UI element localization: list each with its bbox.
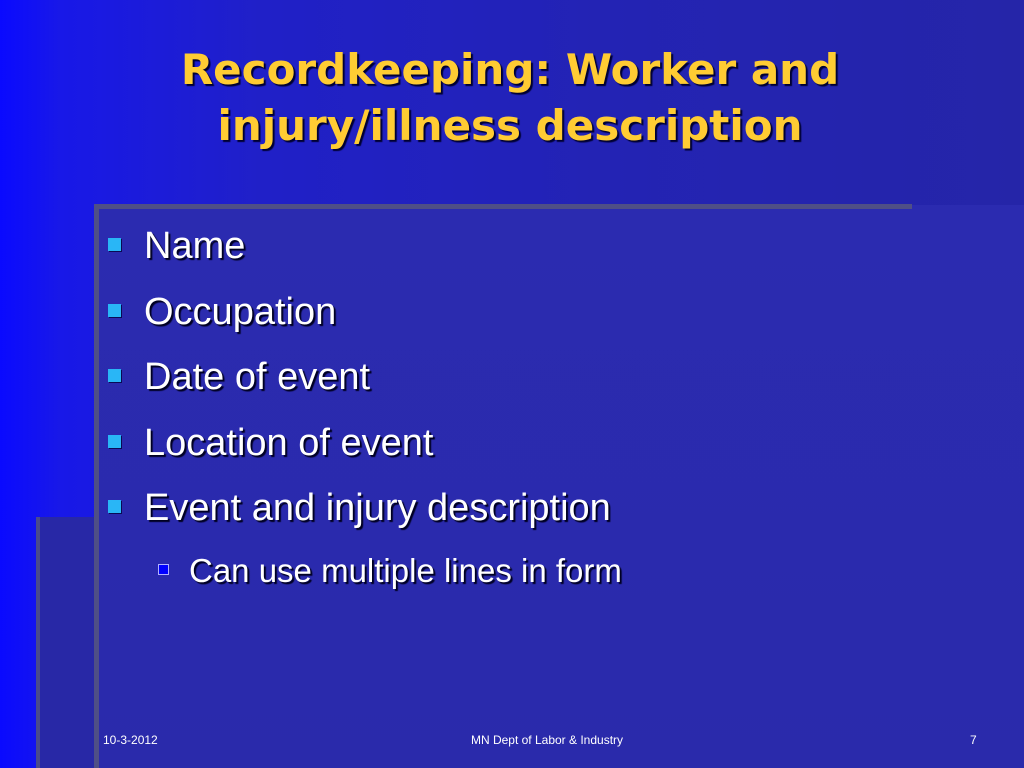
footer-page-number: 7 (970, 733, 977, 747)
panel-left-edge (94, 204, 99, 768)
square-bullet-icon (108, 435, 121, 448)
sub-bullet-item (158, 550, 622, 592)
sub-bullet-text: Can use multiple lines in form (189, 552, 622, 589)
square-bullet-icon (108, 500, 121, 513)
bullet-item-date (108, 353, 611, 419)
bullet-text: Date of event (144, 356, 371, 398)
slide-title-line-2: injury/illness description (217, 101, 803, 150)
square-bullet-icon (108, 304, 121, 317)
panel-top-edge (94, 204, 912, 209)
small-square-bullet-icon (158, 564, 169, 575)
bullet-item-description (108, 484, 611, 550)
slide-title (60, 42, 960, 154)
bullet-text: Event and injury description (144, 487, 611, 529)
footer-organization: MN Dept of Labor & Industry (470, 733, 624, 747)
bullet-text: Location of event (144, 421, 434, 464)
square-bullet-icon (108, 238, 121, 251)
slide-title-line-1: Recordkeeping: Worker and (180, 45, 840, 94)
bullet-list (108, 222, 611, 550)
footer-date: 10-3-2012 (103, 733, 158, 747)
bullet-item-name (108, 222, 611, 288)
bullet-text: Name (144, 225, 246, 267)
bullet-item-occupation (108, 288, 611, 354)
square-bullet-icon (108, 369, 121, 382)
bullet-text: Occupation (144, 290, 337, 333)
bullet-item-location (108, 419, 611, 485)
